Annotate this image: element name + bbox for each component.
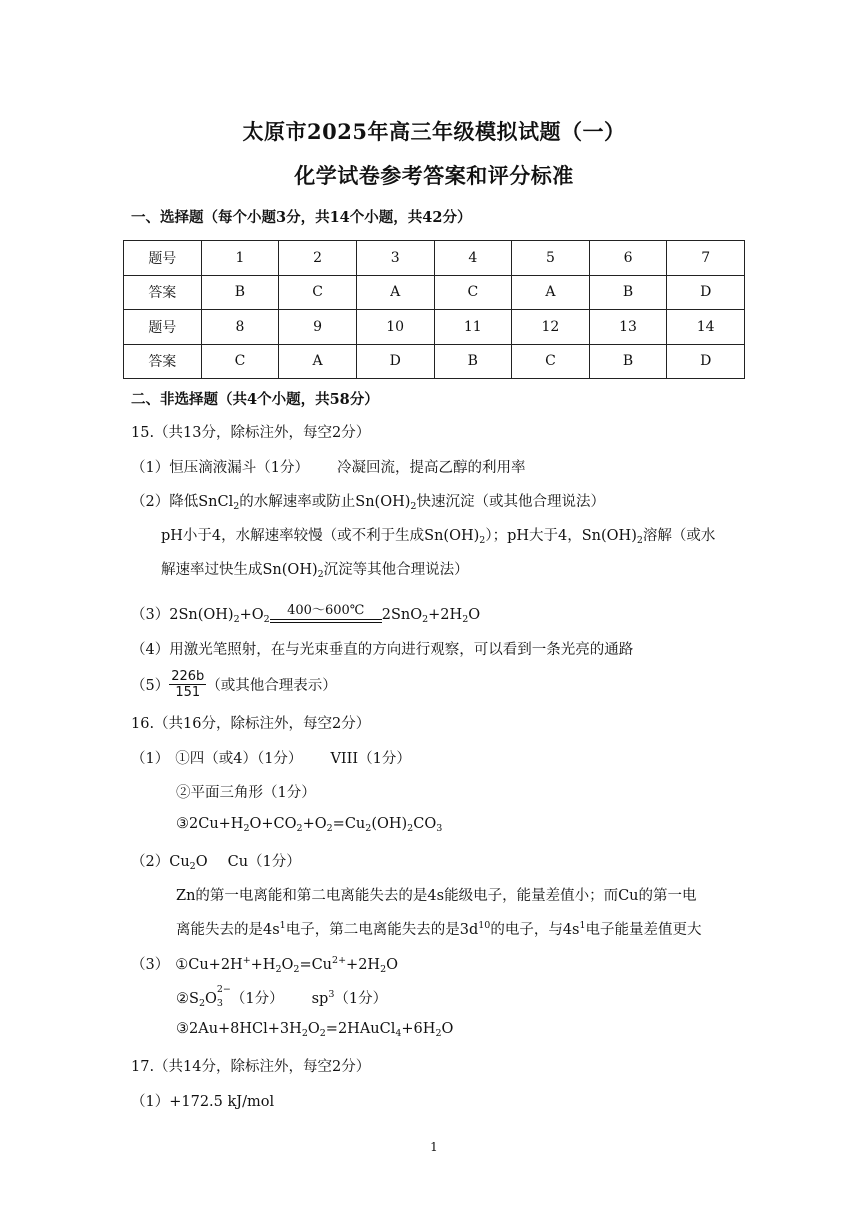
q17-part1: （1）+172.5 kJ/mol: [131, 1094, 275, 1110]
table-cell: A: [512, 275, 590, 310]
table-cell: 6: [589, 241, 667, 276]
table-cell: D: [667, 344, 745, 379]
q15-part4: （4）用激光笔照射，在与光束垂直的方向进行观察，可以看到一条光亮的通路: [131, 642, 634, 658]
q16-part3: （3） $①Cu+2H^++H_2O_2=Cu^{2+}+2H_2O$: [131, 955, 399, 975]
q15-part2: （2）降低SnCl$_2$的水解速率或防止$Sn(OH)_2$快速沉淀（或其他合理说法）: [131, 494, 605, 512]
table-cell: C: [279, 275, 357, 310]
q15-heading: 15.（共13分，除标注外，每空2分）: [131, 425, 371, 441]
q16-part1-c: $③2Cu+H_2O+CO_2+O_2=Cu_2(OH)_2CO_3$: [176, 816, 443, 834]
page-number: 1: [430, 1140, 438, 1154]
table-cell: D: [356, 344, 434, 379]
table-cell: B: [589, 275, 667, 310]
table-cell: 2: [279, 241, 357, 276]
table-cell: 10: [356, 310, 434, 345]
q16-part2-line2: Zn的第一电离能和第二电离能失去的是4s能级电子，能量差值小；而Cu的第一电: [176, 888, 697, 904]
table-cell: 12: [512, 310, 590, 345]
q16-heading: 16.（共16分，除标注外，每空2分）: [131, 716, 371, 732]
table-row: [124, 275, 745, 310]
answer-table: [123, 240, 745, 379]
q16-part1: （1） ①四（或4）（1分） VIII（1分）: [131, 751, 411, 767]
q17-heading: 17.（共14分，除标注外，每空2分）: [131, 1059, 371, 1075]
fraction: $\frac{226b}{151}$: [171, 669, 205, 700]
section-choice-heading: 一、选择题（每个小题3分，共14个小题，共42分）: [131, 209, 472, 226]
table-cell: B: [201, 275, 279, 310]
reaction-condition: 400～600℃: [270, 604, 382, 623]
table-cell: B: [589, 344, 667, 379]
q16-part3-b: $②S_2O$ 2− 3 （1分） $sp^3(1$分）: [176, 984, 388, 1009]
q15-part5: （5） $\frac{226b}{151}$ （或其他合理表示）: [131, 669, 337, 700]
table-cell: C: [201, 344, 279, 379]
q15-part1: （1）恒压滴液漏斗（1分） 冷凝回流，提高乙醇的利用率: [131, 460, 526, 476]
table-cell: 答案: [124, 275, 202, 310]
section-nonchoice-heading: 二、非选择题（共4个小题，共58分）: [131, 391, 379, 408]
table-cell: 3: [356, 241, 434, 276]
table-cell: 14: [667, 310, 745, 345]
table-cell: 8: [201, 310, 279, 345]
table-cell: 11: [434, 310, 512, 345]
q16-part3-c: $③2Au+8HCl+3H_2O_2=2HAuCl_4+6H_2O$: [176, 1021, 454, 1039]
table-cell: A: [279, 344, 357, 379]
table-cell: 1: [201, 241, 279, 276]
q16-part1-b: ②平面三角形（1分）: [176, 785, 316, 801]
table-cell: A: [356, 275, 434, 310]
sub-title: 化学试卷参考答案和评分标准: [294, 163, 574, 188]
q16-part2: $(2)Cu_2O$ Cu（1分）: [131, 854, 301, 872]
q15-part3-equation: $(3)2Sn(OH)_2+O_2$ 400～600℃ $2SnO_2+2H_2O$: [131, 603, 481, 625]
table-cell: 题号: [124, 241, 202, 276]
table-row: [124, 310, 745, 345]
table-cell: C: [434, 275, 512, 310]
table-row: [124, 344, 745, 379]
table-cell: 题号: [124, 310, 202, 345]
table-cell: 5: [512, 241, 590, 276]
q15-part2-line3: 解速率过快生成$Sn(OH)_2$沉淀等其他合理说法）: [161, 562, 469, 580]
table-cell: C: [512, 344, 590, 379]
main-title: 太原市2025年高三年级模拟试题（一）: [242, 119, 626, 144]
q16-part2-line3: 离能失去的是$4s^1$电子，第二电离能失去的是$3d^{10}$的电子，与$4s^1$电子能量差值更大: [176, 920, 702, 938]
q15-part2-line2: pH小于4，水解速率较慢（或不利于生成$Sn(OH)_2$）；pH大于4，$Sn(OH)_2$溶解（或水: [161, 528, 716, 546]
table-cell: 4: [434, 241, 512, 276]
table-cell: B: [434, 344, 512, 379]
table-cell: 答案: [124, 344, 202, 379]
table-cell: 9: [279, 310, 357, 345]
table-cell: 7: [667, 241, 745, 276]
table-cell: 13: [589, 310, 667, 345]
table-cell: D: [667, 275, 745, 310]
table-row: [124, 241, 745, 276]
